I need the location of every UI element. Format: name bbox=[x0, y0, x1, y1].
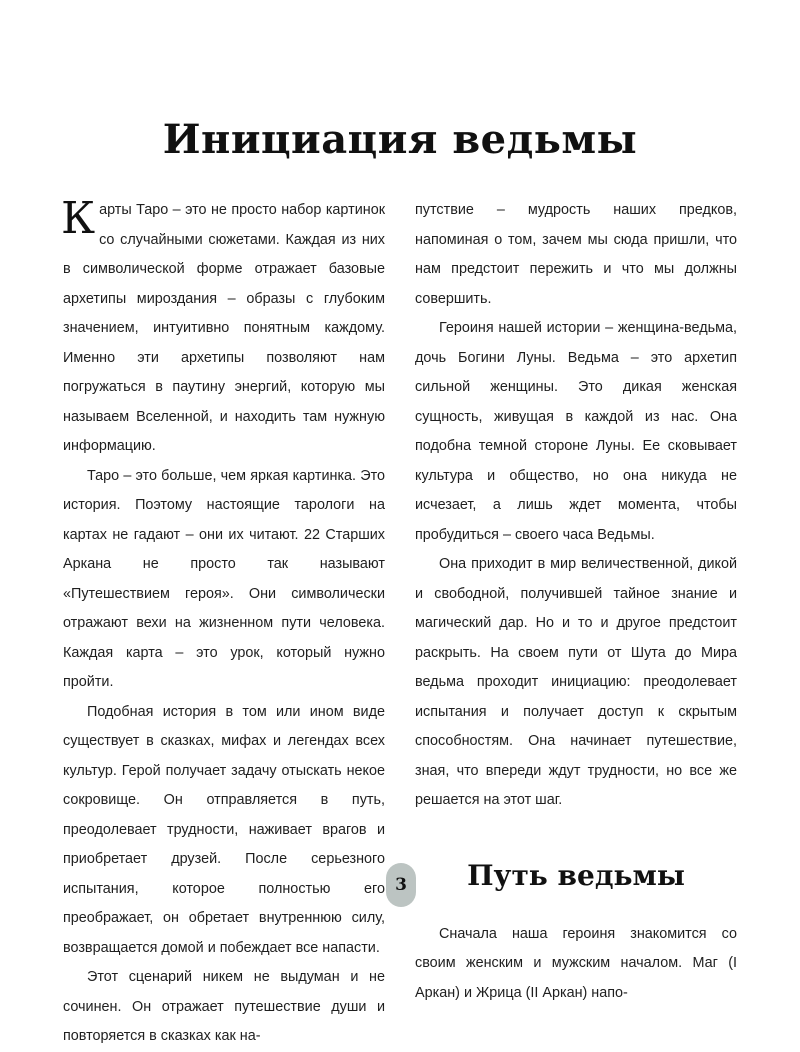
paragraph: Таро – это больше, чем яркая картинка. Это история. Поэтому настоящие тарологи на картах не гадают – они их читают. 22 Старших Аркана не просто так называют «Путешествием героя». Они символически отражают вехи на жизненном пути человека. Каждая карта – это урок, который нужно пройти. bbox=[63, 467, 385, 690]
section-heading: Путь ведьмы bbox=[467, 858, 685, 892]
paragraph: Героиня нашей истории – женщина-ведьма, дочь Богини Луны. Ведьма – это архетип сильной женщины. Это дикая женская сущность, живущая в каждой из нас. Она подобна темной стороне Луны. Ее сковывает культура и общество, но она никуда не исчезает, а лишь ждет момента, чтобы пробудиться – своего часа Ведьмы. bbox=[415, 320, 737, 543]
paragraph: путствие – мудрость наших предков, напоминая о том, зачем мы сюда пришли, что нам предстоит пережить и что мы должны совершить. bbox=[415, 202, 737, 307]
paragraph: Подобная история в том или ином виде существует в сказках, мифах и легендах всех культур. Герой получает задачу отыскать некое сокровище. Он отправляется в путь, преодолевает трудности, наживает врагов и приобретает друзей. После серьезного испытания, которое полностью его преображает, он обретает внутреннюю силу, возвращается домой и побеждает все напасти. bbox=[63, 703, 385, 956]
paragraph bbox=[61, 193, 385, 462]
left-column bbox=[61, 193, 385, 1052]
right-column bbox=[415, 196, 737, 1008]
paragraph: Сначала наша героиня знакомится со своим женским и мужским началом. Маг (I Аркан) и Жрица (II Аркан) напо- bbox=[415, 925, 737, 1001]
paragraph: Она приходит в мир величественной, дикой и свободной, получившей тайное знание и магический дар. Но и то и другое предстоит раскрыть. На своем пути от Шута до Мира ведьма проходит инициацию: преодолевает испытания и получает доступ к скрытым способностям. Она начинает путешествие, зная, что впереди ждут трудности, но все же решается на этот шаг. bbox=[415, 556, 737, 808]
paragraph-text: арты Таро – это не просто набор картинок со случайными сюжетами. Каждая из них в символической форме отражает базовые архетипы мироздания – образы с глубоким значением, интуитивно понятным каждому. Именно эти архетипы позволяют нам погружаться в паутину энергий, которую мы называем Вселенной, и находить там нужную информацию. bbox=[63, 202, 385, 454]
paragraph: Этот сценарий никем не выдуман и не сочинен. Он отражает путешествие души и повторяется в сказках как на- bbox=[63, 969, 385, 1044]
page-number: 3 bbox=[386, 863, 416, 907]
page-title: Инициация ведьмы bbox=[162, 116, 638, 163]
drop-cap: К bbox=[61, 193, 96, 244]
